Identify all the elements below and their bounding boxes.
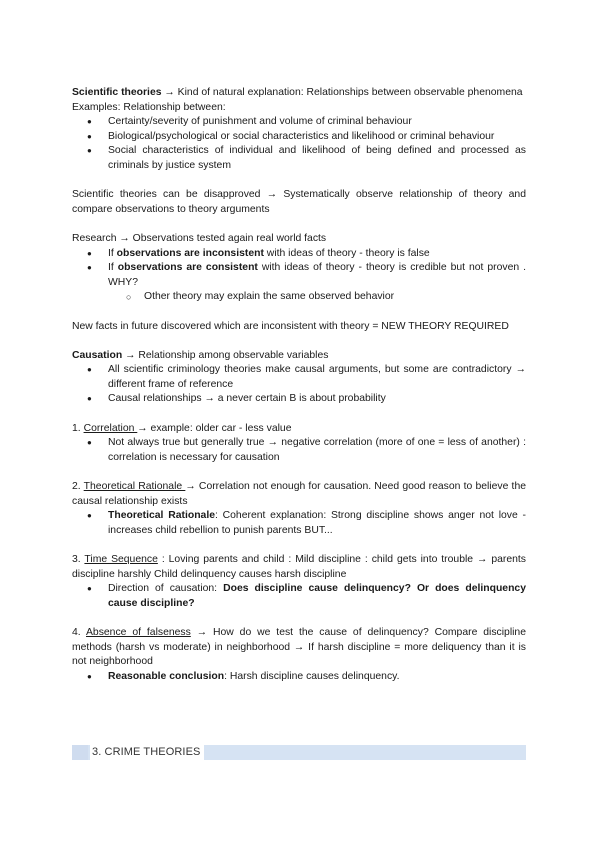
list-item: ● Biological/psychological or social characteristics and likelihood or criminal behaviour [72,130,526,145]
causation-paragraph: Causation → Relationship among observable variables [72,349,329,361]
list-item: ○ Other theory may explain the same observed behavior [72,290,526,305]
section-heading: 3. CRIME THEORIES [90,745,204,760]
theoretical-rationale-list [72,509,526,538]
list-item: ● Direction of causation: Does discipline cause delinquency? Or does delinquency cause discipline? [72,582,526,611]
inconsistent-term: observations are inconsistent [116,247,264,259]
list-item: ● Certainty/severity of punishment and volume of criminal behaviour [72,115,526,130]
new-facts-paragraph: New facts in future discovered which are inconsistent with theory = NEW THEORY REQUIRED [72,320,509,332]
research-sublist [72,290,526,305]
consistent-term: observations are consistent [117,262,258,274]
list-item: ● Theoretical Rationale: Coherent explanation: Strong discipline shows anger not love - increases child rebellion to punish parents BUT... [72,509,526,538]
research-list [72,247,526,305]
document-body [72,86,526,684]
examples-label: Examples: Relationship between: [72,101,226,113]
correlation-paragraph: 1. Correlation → example: older car - less value [72,422,292,434]
disapproved-paragraph: Scientific theories can be disapproved → Systematically observe relationship of theory and compare observations to theory arguments [72,189,526,215]
absence-of-falseness-term: Absence of falseness [86,626,191,638]
theoretical-rationale-term: Theoretical Rationale [83,481,186,493]
scientific-theories-paragraph [72,86,526,101]
section-heading-bar [72,745,526,760]
theoretical-rationale-paragraph: 2. Theoretical Rationale → Correlation not enough for causation. Need good reason to believe the causal relationship exists [72,481,527,507]
research-paragraph: Research → Observations tested again real world facts [72,232,327,244]
scientific-theories-definition: → Kind of natural explanation: Relationships between observable phenomena [161,87,523,98]
correlation-term: Correlation [83,422,138,434]
absence-of-falseness-paragraph: 4. Absence of falseness → How do we test the cause of delinquency? Compare discipline methods (harsh vs moderate) in neighborhood → If harsh discipline = more deliquency than it is not neighborhood [72,626,526,668]
examples-list [72,115,526,173]
list-item: ● Not always true but generally true → negative correlation (more of one = less of another) : correlation is necessary for causation [72,436,526,465]
absence-of-falseness-list [72,670,526,685]
list-item: ● All scientific criminology theories make causal arguments, but some are contradictory → different frame of reference [72,363,526,392]
list-item: ● Causal relationships → a never certain B is about probability [72,392,526,407]
causation-term: Causation [72,349,123,361]
list-item: ● Reasonable conclusion: Harsh discipline causes delinquency. [72,670,526,685]
scientific-theories-term: Scientific theories [72,87,162,98]
time-sequence-list [72,582,526,611]
list-item: ● Social characteristics of individual and likelihood of being defined and processed as criminals by justice system [72,144,526,173]
time-sequence-paragraph: 3. Time Sequence : Loving parents and child : Mild discipline : child gets into trouble → parents discipline harshly Child delinquency causes harsh discipline [72,554,526,580]
correlation-list [72,436,526,465]
list-item: ● If observations are inconsistent with ideas of theory - theory is false [72,247,526,262]
list-item: ● If observations are consistent with ideas of theory - theory is credible but not proven . WHY? ○ Other theory may explain the same observed behavior [72,261,526,305]
time-sequence-term: Time Sequence [84,554,158,565]
causation-list [72,363,526,407]
